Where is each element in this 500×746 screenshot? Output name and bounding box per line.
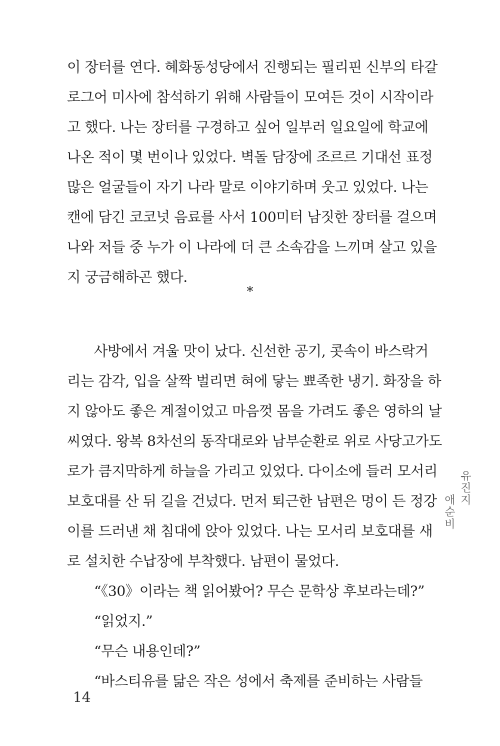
text-line: 로가 큼지막하게 하늘을 가리고 있었다. 다이소에 들러 모서리 xyxy=(67,464,438,480)
text-line: 이 장터를 연다. 혜화동성당에서 진행되는 필리핀 신부의 타갈 xyxy=(67,60,438,76)
text-line: 많은 얼굴들이 자기 나라 말로 이야기하며 웃고 있었다. 나는 xyxy=(67,180,429,196)
dialogue-line: “읽었지.” xyxy=(94,614,153,630)
text-line: 보호대를 산 뒤 길을 건넜다. 먼저 퇴근한 남편은 멍이 든 정강 xyxy=(67,494,437,510)
text-line: 지 궁금해하곤 했다. xyxy=(67,270,188,286)
text-line: 리는 감각, 입을 살짝 벌리면 혀에 닿는 뾰족한 냉기. 화장을 하 xyxy=(67,374,442,390)
dialogue-line: “바스티유를 닮은 작은 성에서 축제를 준비하는 사람들 xyxy=(94,674,423,690)
running-header-author: 유진지 xyxy=(459,470,472,506)
running-header xyxy=(441,470,473,530)
text-line: 로 설치한 수납장에 부착했다. 남편이 물었다. xyxy=(67,554,340,570)
text-line: 이를 드러낸 채 침대에 앉아 있었다. 나는 모서리 보호대를 새 xyxy=(67,524,433,540)
page-number: 14 xyxy=(73,690,91,706)
dialogue-line: “무슨 내용인데?” xyxy=(94,644,201,660)
text-line: 나온 적이 몇 번이나 있었다. 벽돌 담장에 조르르 기대선 표정 xyxy=(67,150,433,166)
section-separator: * xyxy=(246,285,254,300)
text-line: 지 않아도 좋은 계절이었고 마음껏 몸을 가려도 좋은 영하의 날 xyxy=(67,404,442,420)
text-line: 캔에 담긴 코코넛 음료를 사서 100미터 남짓한 장터를 걸으며 xyxy=(67,210,437,226)
text-line: 씨였다. 왕복 8차선의 동작대로와 남부순환로 위로 사당고가도 xyxy=(67,434,442,450)
dialogue-line: “《30》이라는 책 읽어봤어? 무슨 문학상 후보라는데?” xyxy=(94,584,425,600)
text-line: 사방에서 겨울 맛이 났다. 신선한 공기, 콧속이 바스락거 xyxy=(94,344,429,360)
text-line: 고 했다. 나는 장터를 구경하고 싶어 일부러 일요일에 학교에 xyxy=(67,120,429,136)
running-header-title: 애순비 xyxy=(443,494,456,530)
text-line: 나와 저들 중 누가 이 나라에 더 큰 소속감을 느끼며 살고 있을 xyxy=(67,240,437,256)
text-line: 로그어 미사에 참석하기 위해 사람들이 모여든 것이 시작이라 xyxy=(67,90,434,106)
